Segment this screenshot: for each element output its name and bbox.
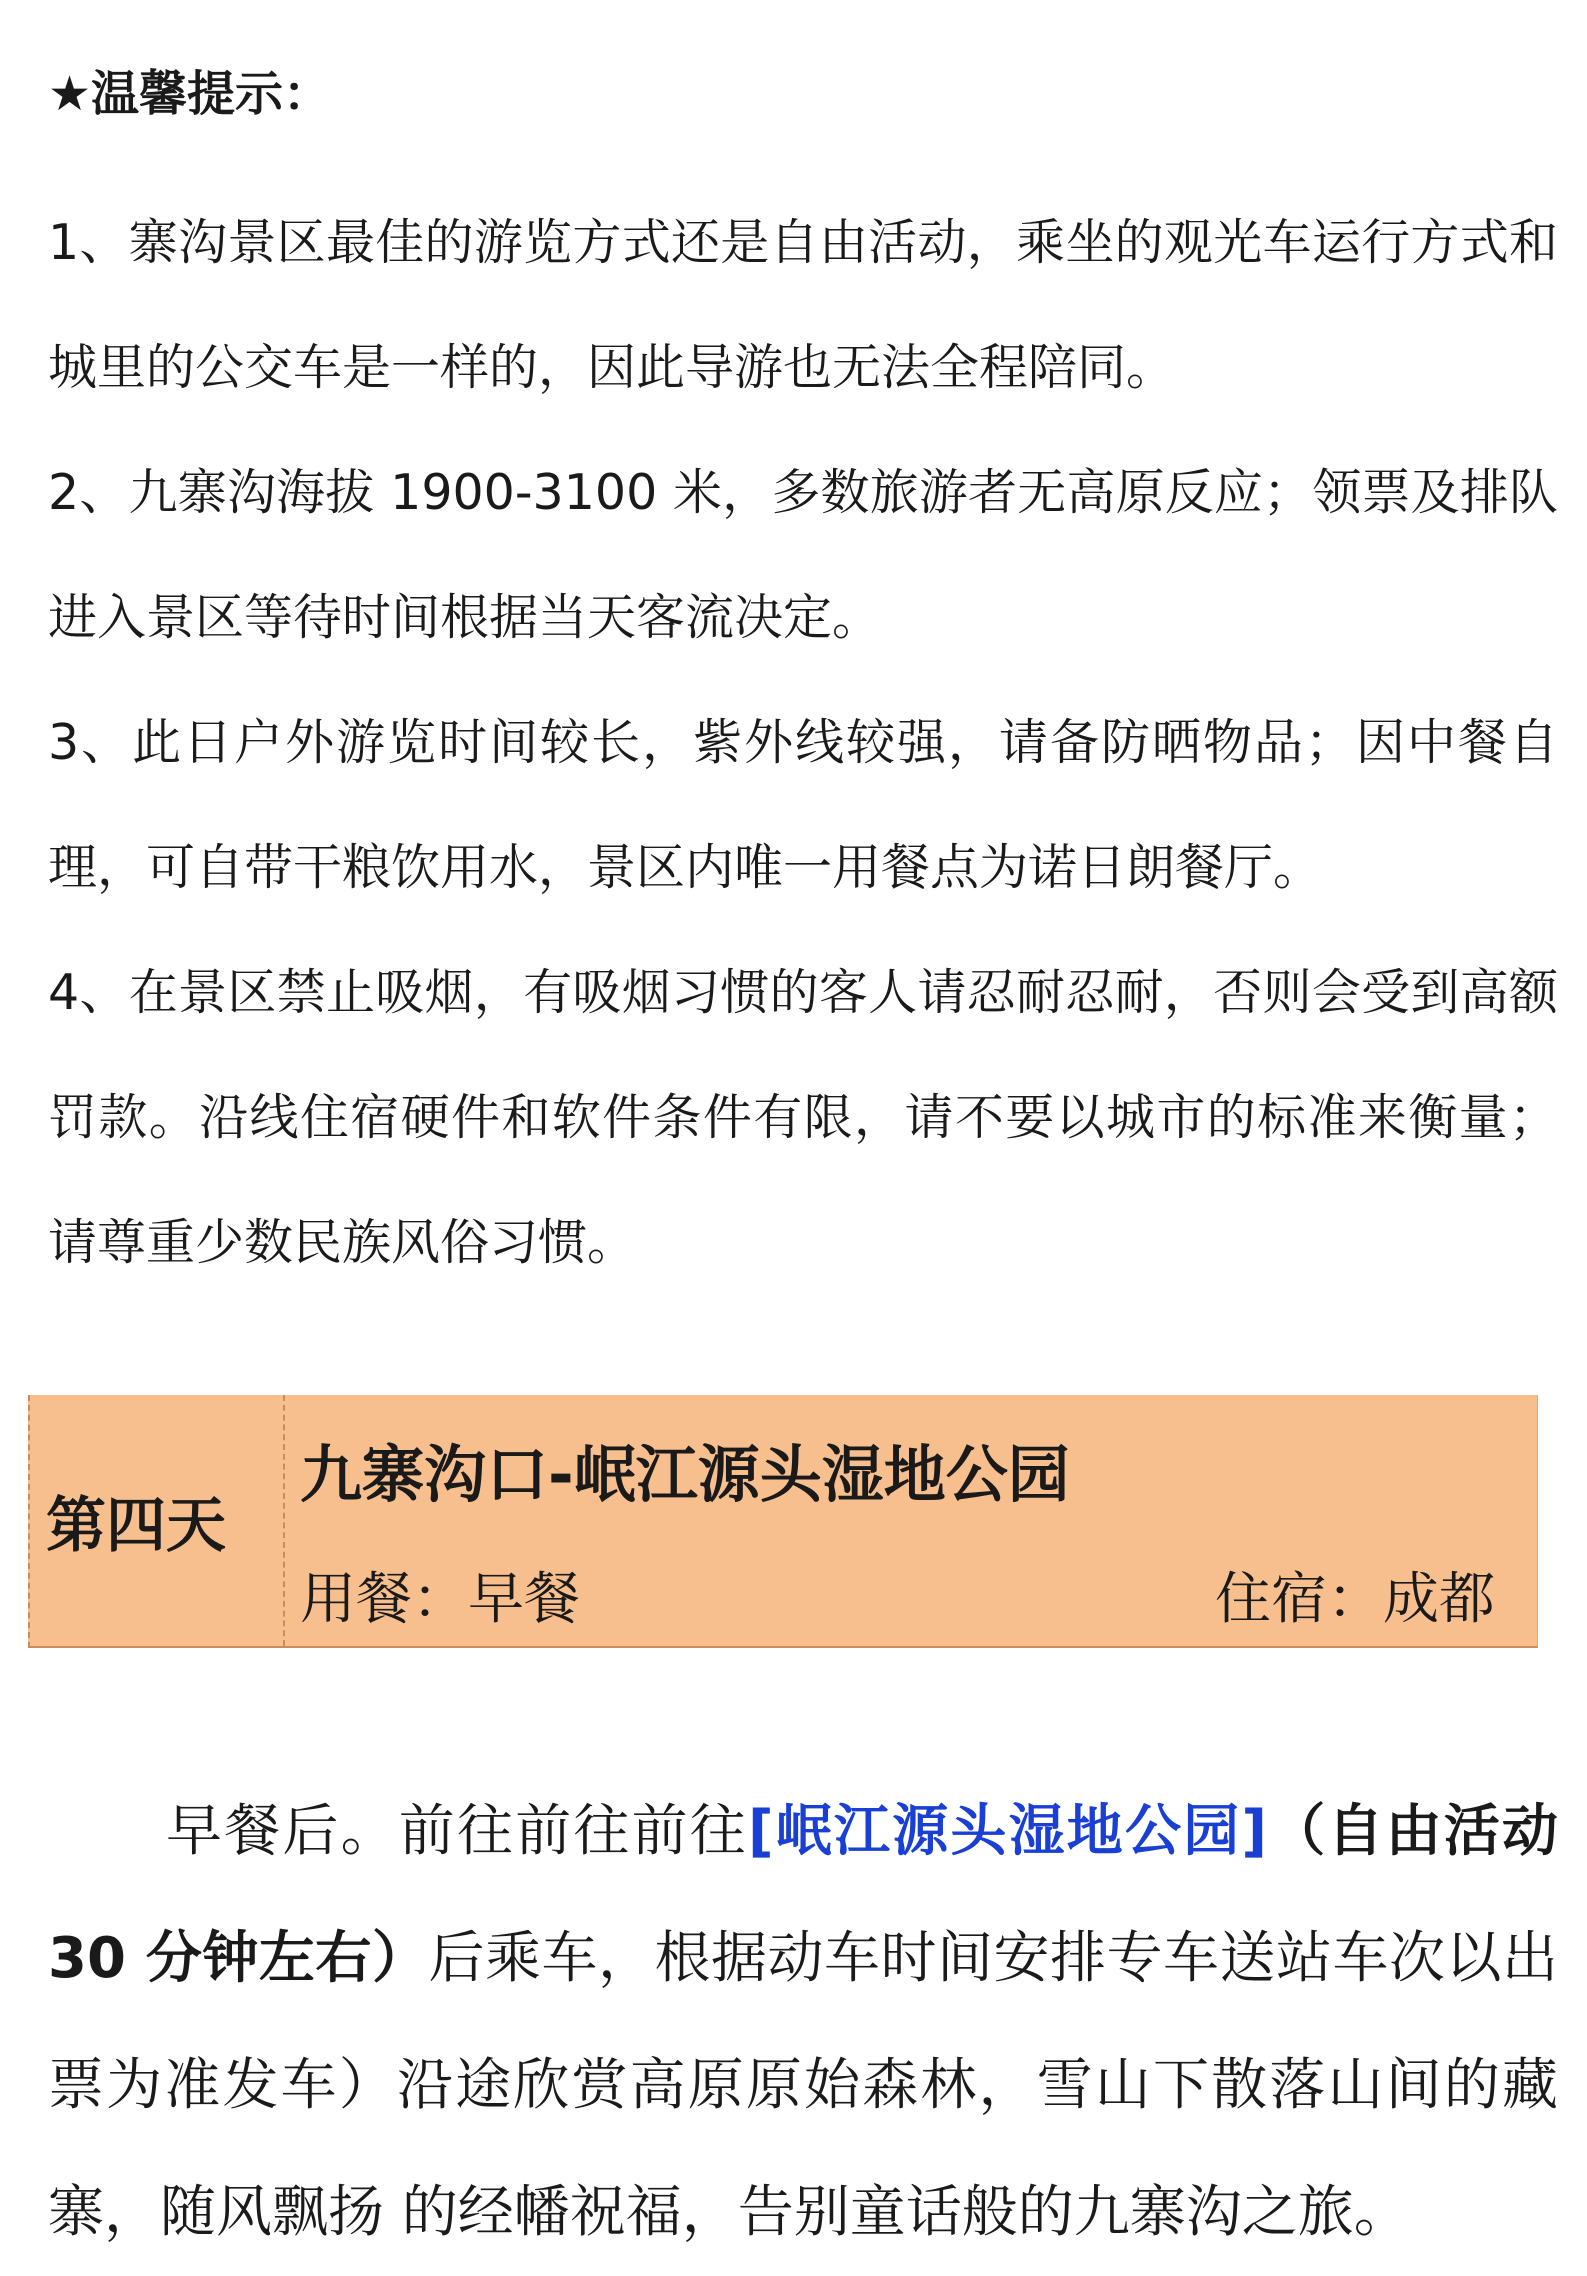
tip-item-1: 1、寨沟景区最佳的游览方式还是自由活动，乘坐的观光车运行方式和城里的公交车是一样的，因此导游也无法全程陪同。: [48, 214, 1558, 396]
free-activity-note: （自由活动 30 分钟左右）: [48, 1799, 1559, 1991]
day-route-title: 九寨沟口-岷江源头湿地公园: [300, 1438, 1070, 1511]
itinerary-paragraph: [48, 1768, 1558, 2276]
itinerary-description: [48, 1768, 1558, 2276]
tip-item-2: 2、九寨沟海拔 1900-3100 米，多数旅游者无高原反应；领票及排队进入景区等待时间根据当天客流决定。: [48, 464, 1558, 646]
day-header-box: [28, 1395, 1538, 1648]
tips-title: ★温馨提示：: [48, 66, 332, 122]
tips-list: [48, 180, 1558, 1305]
tip-item-3: 3、此日户外游览时间较长，紫外线较强，请备防晒物品；因中餐自理，可自带干粮饮用水，景区内唯一用餐点为诺日朗餐厅。: [48, 714, 1558, 896]
wetland-park-link[interactable]: [岷江源头湿地公园]: [748, 1799, 1268, 1864]
tip-item-4: 4、在景区禁止吸烟，有吸烟习惯的客人请忍耐忍耐，否则会受到高额罚款。沿线住宿硬件和软件条件有限，请不要以城市的标准来衡量；请尊重少数民族风俗习惯。: [48, 964, 1558, 1271]
itinerary-intro: 早餐后。前往前往前往: [166, 1799, 749, 1864]
itinerary-rest: 后乘车，根据动车时间安排专车送站车次以出票为准发车）沿途欣赏高原原始森林，雪山下散落山间的藏寨，随风飘扬 的经幡祝福，告别童话般的九寨沟之旅。: [48, 1926, 1559, 2245]
day-meal-info: 用餐：早餐: [300, 1567, 580, 1632]
day-stay-info: 住宿：成都: [1215, 1567, 1495, 1632]
day-label: 第四天: [30, 1395, 285, 1646]
